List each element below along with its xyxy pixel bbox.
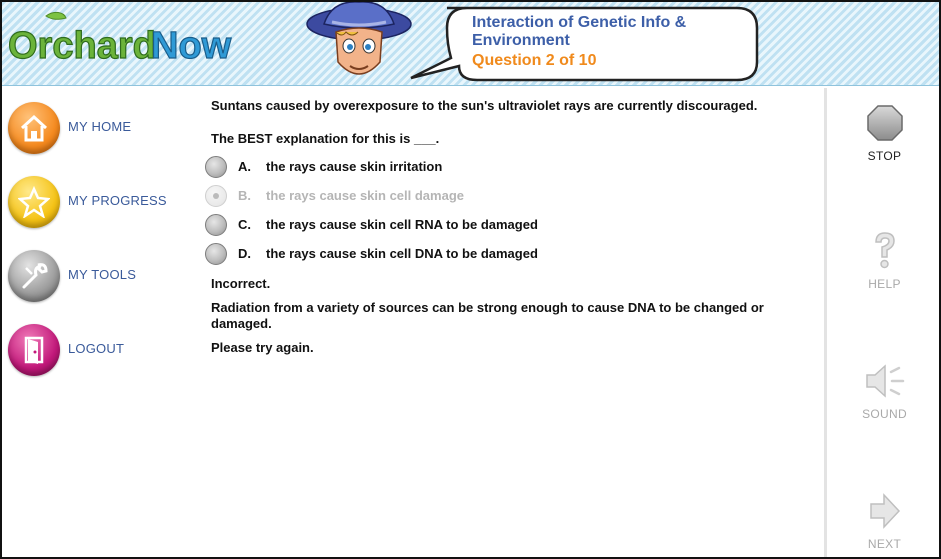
choice-d-text: the rays cause skin cell DNA to be damaged (266, 246, 538, 261)
nav-my-progress[interactable] (8, 176, 208, 230)
door-icon (18, 334, 50, 366)
nav-label-my-tools: MY TOOLS (68, 267, 137, 282)
star-icon-circle (8, 176, 60, 228)
choice-b-text: the rays cause skin cell damage (266, 188, 464, 203)
question-prompt: Suntans caused by overexposure to the sun's ultraviolet rays are currently discouraged. (211, 98, 758, 113)
question-stem: The BEST explanation for this is ___. (211, 131, 440, 146)
choice-d-radio[interactable] (205, 243, 227, 265)
choice-a-radio[interactable] (205, 156, 227, 178)
lesson-title: Interaction of Genetic Info & Environment (472, 14, 687, 49)
choice-d-letter: D. (238, 246, 251, 261)
speaker-icon (863, 362, 907, 400)
feedback-explanation: Radiation from a variety of sources can be strong enough to cause DNA to be changed or damaged. (211, 300, 764, 331)
svg-text:Now: Now (151, 25, 232, 67)
stop-label: STOP (867, 149, 902, 163)
help-label: HELP (868, 277, 901, 291)
nav-my-home[interactable] (8, 102, 208, 156)
nav-label-my-home: MY HOME (68, 119, 132, 134)
home-icon-circle (8, 102, 60, 154)
choice-c-text: the rays cause skin cell RNA to be damaged (266, 217, 538, 232)
right-toolbar (824, 88, 939, 559)
choice-c-radio[interactable] (205, 214, 227, 236)
next-label: NEXT (867, 537, 902, 551)
help-button[interactable] (827, 230, 941, 291)
choice-a[interactable] (211, 156, 771, 178)
door-icon-circle (8, 324, 60, 376)
choice-b-letter: B. (238, 188, 251, 203)
feedback-instruction: Please try again. (211, 340, 314, 355)
header-banner (2, 2, 939, 86)
stop-octagon-icon (866, 104, 904, 142)
nav-my-tools[interactable] (8, 250, 208, 304)
feedback-result: Incorrect. (211, 276, 271, 291)
wrench-icon (18, 260, 50, 292)
sound-label: SOUND (862, 407, 907, 421)
choice-c-letter: C. (238, 217, 251, 232)
nav-logout[interactable] (8, 324, 208, 378)
orchardnow-logo (6, 8, 246, 72)
choice-d[interactable] (211, 243, 771, 265)
next-button[interactable] (827, 492, 941, 551)
nav-label-my-progress: MY PROGRESS (68, 193, 167, 208)
choice-b (211, 185, 771, 207)
nav-label-logout: LOGOUT (68, 341, 125, 356)
wrench-icon-circle (8, 250, 60, 302)
stop-button[interactable] (827, 104, 941, 163)
choice-c[interactable] (211, 214, 771, 236)
question-progress: Question 2 of 10 (472, 52, 597, 69)
choice-a-text: the rays cause skin irritation (266, 159, 443, 174)
sound-button[interactable] (827, 362, 941, 421)
star-icon (18, 186, 50, 218)
help-question-icon (870, 230, 900, 270)
choice-a-letter: A. (238, 159, 251, 174)
choice-b-radio (205, 185, 227, 207)
svg-text:Orchard: Orchard (8, 25, 156, 67)
next-arrow-icon (868, 492, 902, 530)
home-icon (18, 112, 50, 144)
cowboy-mascot-image (302, 2, 417, 86)
